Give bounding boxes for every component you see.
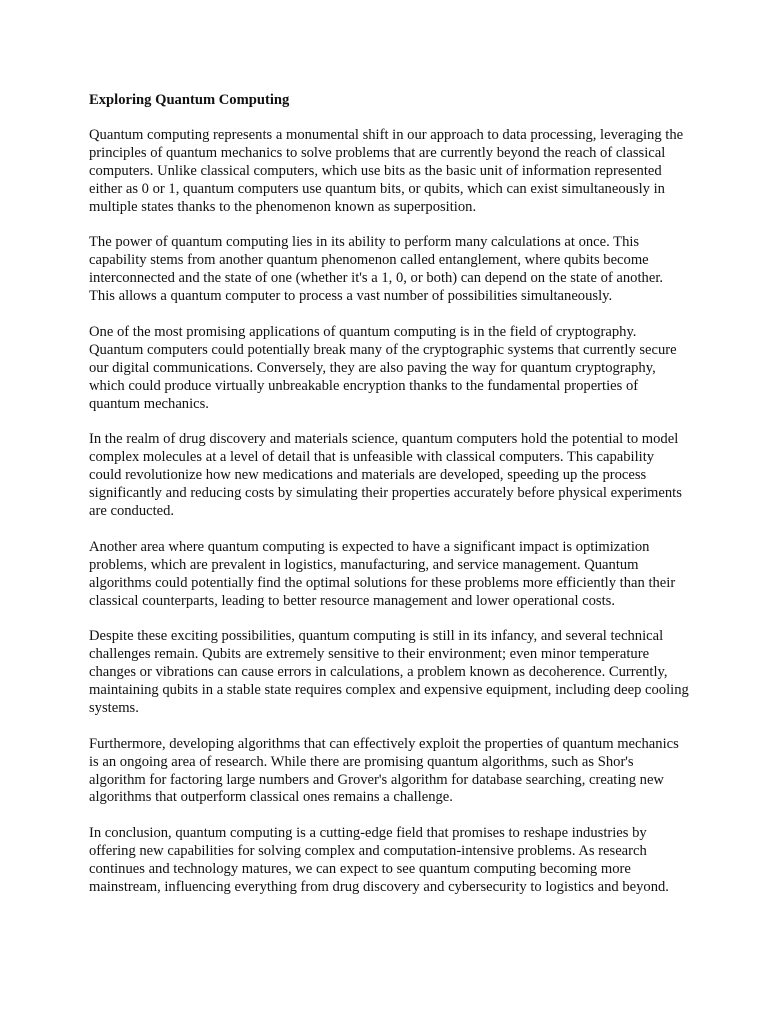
paragraph-cryptography: One of the most promising applications of quantum computing is in the field of cryptography. Quantum computers could potentially break many of the cryptographic systems that currently secure our digital communications. Conversely, they are also paving the way for quantum cryptography, which could produce virtually unbreakable encryption thanks to the fundamental properties of quantum mechanics.: [89, 323, 677, 412]
document-page: [89, 90, 689, 915]
paragraph-entanglement: The power of quantum computing lies in its ability to perform many calculations at once. This capability stems from another quantum phenomenon called entanglement, where qubits become interconnected and the state of one (whether it's a 1, 0, or both) can depend on the state of another. This allows a quantum computer to process a vast number of possibilities simultaneously.: [89, 234, 664, 305]
paragraph-challenges: Despite these exciting possibilities, quantum computing is still in its infancy, and several technical challenges remain. Qubits are extremely sensitive to their environment; even minor temperature changes or vibrations can cause errors in calculations, a problem known as decoherence. Currently, maintaining qubits in a stable state requires complex and expensive equipment, including deep cooling systems.: [89, 628, 689, 716]
document-title: Exploring Quantum Computing: [89, 92, 290, 108]
paragraph-algorithms: Furthermore, developing algorithms that can effectively exploit the properties of quantum mechanics is an ongoing area of research. While there are promising quantum algorithms, such as Shor's algorithm for factoring large numbers and Grover's algorithm for database searching, creating new algorithms that outperform classical ones remains a challenge.: [89, 735, 679, 806]
paragraph-drug-discovery: In the realm of drug discovery and materials science, quantum computers hold the potential to model complex molecules at a level of detail that is unfeasible with classical computers. This capability could revolutionize how new medications and materials are developed, speeding up the process significantly and reducing costs by simulating their properties accurately before physical experiments are conducted.: [89, 431, 682, 519]
paragraph-optimization: Another area where quantum computing is expected to have a significant impact is optimization problems, which are prevalent in logistics, manufacturing, and service management. Quantum algorithms could potentially find the optimal solutions for these problems more efficiently than their classical counterparts, leading to better resource management and lower operational costs.: [89, 538, 676, 609]
paragraph-intro: Quantum computing represents a monumental shift in our approach to data processing, leveraging the principles of quantum mechanics to solve problems that are currently beyond the reach of classical computers. Unlike classical computers, which use bits as the basic unit of information represented either as 0 or 1, quantum computers use quantum bits, or qubits, which can exist simultaneously in multiple states thanks to the phenomenon known as superposition.: [89, 127, 684, 215]
paragraph-conclusion: In conclusion, quantum computing is a cutting-edge field that promises to reshape industries by offering new capabilities for solving complex and computation-intensive problems. As research continues and technology matures, we can expect to see quantum computing becoming more mainstream, influencing everything from drug discovery and cybersecurity to logistics and beyond.: [89, 825, 669, 895]
